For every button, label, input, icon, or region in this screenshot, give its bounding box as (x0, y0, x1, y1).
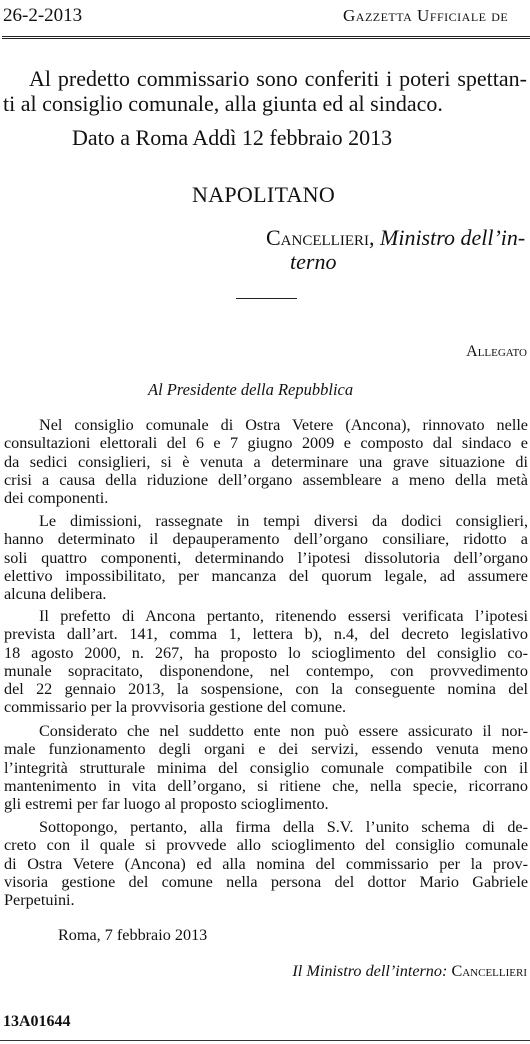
place-date: Roma, 7 febbraio 2013 (58, 926, 208, 944)
document-code: 13A01644 (3, 1013, 71, 1030)
annex-paragraph-4 (4, 722, 528, 813)
paragraph-line: l’integrità strutturale minima del consiglio comunale compatibile con il (4, 758, 528, 777)
paragraph-line: gli estremi per far luogo al proposto scioglimento. (4, 795, 329, 814)
publication-title: Gazzetta Ufficiale de (343, 6, 509, 25)
paragraph-line: creto con il quale si provvede allo scioglimento del consiglio comunale (4, 836, 528, 855)
paragraph-line: visoria gestione del comune nella persona del dottor Mario Gabriele (4, 872, 528, 891)
section-separator (236, 298, 297, 299)
paragraph-line: munale sopracitato, disponendone, nel contempo, con provvedimento (4, 661, 528, 680)
paragraph-line: prevista dall’art. 141, comma 1, lettera b), n.4, del decreto legislativo (4, 625, 528, 644)
annex-label: Allegato (466, 343, 527, 360)
decree-line: ti al consiglio comunale, alla giunta ed al sindaco. (3, 91, 443, 116)
footer-rule (0, 1040, 530, 1041)
paragraph-line: elettivo impossibilitato, per mancanza del quorum legale, ad assumere (4, 566, 528, 585)
signatory-name: NAPOLITANO (192, 182, 336, 207)
annex-paragraph-1 (4, 416, 528, 507)
signature-name: Cancellieri (451, 962, 527, 980)
header-date: 26-2-2013 (3, 5, 83, 26)
header-rule (2, 36, 530, 39)
decree-paragraph-end (3, 91, 443, 117)
decree-line: Al predetto commissario sono conferiti i poteri spettan- (29, 66, 527, 91)
paragraph-line: commissario per la provvisoria gestione del comune. (4, 698, 347, 717)
decree-paragraph (29, 66, 527, 92)
paragraph-line: di Ostra Vetere (Ancona) ed alla nomina del commissario per la prov- (4, 854, 528, 873)
countersign-role-cont: terno (290, 249, 337, 274)
countersignature (266, 225, 525, 251)
countersign-name: Cancellieri, (266, 225, 375, 250)
annex-paragraph-5 (4, 818, 528, 909)
annex-paragraph-3 (4, 607, 528, 717)
signature-prefix: Il Ministro dell’interno: (292, 962, 448, 980)
paragraph-line: 18 agosto 2000, n. 267, ha proposto lo scioglimento del consiglio co- (4, 643, 528, 662)
countersign-role: Ministro dell’in- (380, 225, 526, 250)
paragraph-line: Nel consiglio comunale di Ostra Vetere (Ancona), rinnovato nelle (39, 416, 528, 434)
paragraph-line: mantenimento in vita dell’organo, si ritiene che, nella specie, ricorrano (4, 776, 528, 795)
paragraph-line: male funzionamento degli organi e dei servizi, essendo venuta meno (4, 740, 528, 759)
paragraph-line: Il prefetto di Ancona pertanto, ritenendo essersi verificata l’ipotesi (39, 607, 528, 625)
decree-date-line: Dato a Roma Addì 12 febbraio 2013 (72, 125, 393, 150)
paragraph-line: Perpetuini. (4, 891, 75, 910)
annex-addressee: Al Presidente della Repubblica (148, 380, 354, 399)
minister-signature (292, 962, 527, 981)
annex-paragraph-2 (4, 512, 528, 603)
paragraph-line: alcuna delibera. (4, 585, 107, 604)
paragraph-line: Considerato che nel suddetto ente non può essere assicurato il nor- (39, 722, 528, 740)
paragraph-line: Le dimissioni, rassegnate in tempi diversi da dodici consiglieri, (39, 512, 528, 530)
paragraph-line: Sottopongo, pertanto, alla firma della S.V. l’unito schema di de- (39, 818, 528, 836)
paragraph-line: crisi a causa della riduzione dell’organo assembleare a meno della metà (4, 470, 528, 489)
paragraph-line: da sedici consiglieri, si è venuta a determinare una grave situazione di (4, 452, 528, 471)
paragraph-line: consultazioni elettorali del 6 e 7 giugno 2009 e composto dal sindaco e (4, 434, 528, 453)
paragraph-line: del 22 gennaio 2013, la sospensione, con la conseguente nomina del (4, 680, 528, 699)
paragraph-line: soli quattro componenti, determinando l’ipotesi dissolutoria dell’organo (4, 548, 528, 567)
paragraph-line: dei componenti. (4, 489, 109, 508)
paragraph-line: hanno determinato il depauperamento dell’organo consiliare, ridotto a (4, 530, 528, 549)
